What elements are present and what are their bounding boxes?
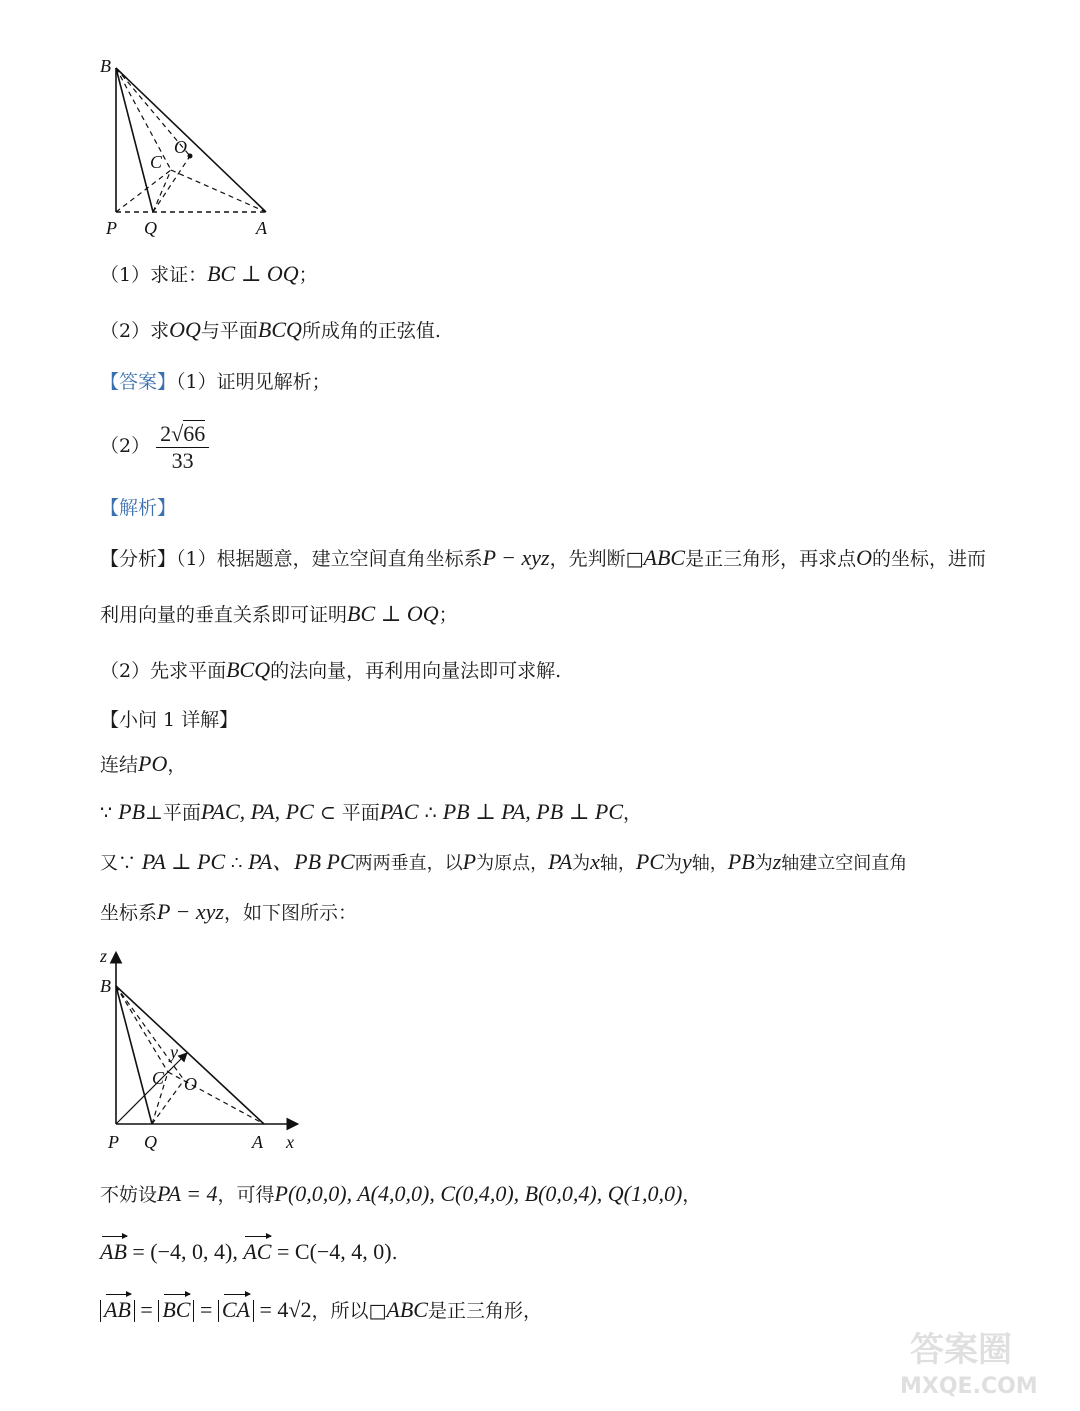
norm-ab: AB (104, 1297, 131, 1322)
norms-line: AB = BC = CA = 4√2，所以□ABC是正三角形， (100, 1296, 542, 1325)
answer-fraction: $\frac{2√66}{33}$ (156, 421, 209, 474)
watermark-text-en: MXQE.COM (900, 1374, 1038, 1399)
since-line-3: 坐标系P − xyz，如下图所示： (100, 899, 358, 924)
fig1-label-c: C (150, 152, 163, 172)
analysis-line-1: 【分析】（1）根据题意，建立空间直角坐标系P − xyz，先判断□ABC是正三角形，再求点O的坐标，进而 (100, 545, 987, 570)
answer-tag: 【答案】 (100, 371, 177, 393)
figure-tetrahedron-1 (98, 52, 288, 242)
fig1-label-a: A (256, 218, 267, 238)
since-line-2: 又∵ PA ⊥ PC ∴ PA、PB PC两两垂直，以P为原点，PA为x轴，PC为y轴，PB为z轴建立空间直角 (100, 849, 908, 874)
figure-coordinate-system (96, 944, 316, 1156)
answer-line-2: （2） $\frac{2√66}{33}$ (100, 418, 209, 474)
fig2-label-a: A (252, 1132, 263, 1152)
fig1-label-o: O (174, 137, 187, 157)
analysis-tag: 【解析】 (100, 497, 177, 519)
sub-question-1-tag: 【小问 1 详解】 (100, 709, 239, 731)
analysis-line-2: 利用向量的垂直关系即可证明BC ⊥ OQ； (100, 601, 458, 626)
vector-ab: AB (100, 1239, 127, 1264)
fig1-label-p: P (106, 218, 117, 238)
watermark-text-cn: 答案圈 (910, 1330, 1012, 1370)
analysis-line-3: （2）先求平面BCQ的法向量，再利用向量法即可求解. (100, 657, 562, 682)
fig1-label-q: Q (144, 218, 157, 238)
norm-ca: CA (221, 1297, 250, 1322)
fig2-label-z: z (100, 946, 108, 966)
fig2-label-b: B (100, 976, 111, 996)
watermark-logo (890, 1321, 1060, 1401)
connect-line: 连结PO， (100, 751, 187, 776)
since-line-1: ∵ PB⊥平面PAC, PA, PC ⊂ 平面PAC ∴ PB ⊥ PA, PB ⊥ PC， (100, 799, 643, 824)
fig1-label-b: B (100, 56, 111, 76)
question-1: （1）求证：BC ⊥ OQ； (100, 261, 318, 286)
fig2-label-o: O (184, 1074, 197, 1094)
question-2: （2）求OQ与平面BCQ所成角的正弦值. (100, 317, 441, 342)
fig2-label-q: Q (144, 1132, 157, 1152)
vector-ac: AC (243, 1239, 272, 1264)
fig2-label-p: P (108, 1132, 119, 1152)
coords-line: 不妨设PA = 4，可得P(0,0,0), A(4,0,0), C(0,4,0), B(0,0,4), Q(1,0,0)， (100, 1181, 702, 1206)
fig2-label-y: y (170, 1042, 178, 1062)
fig2-label-x: x (286, 1132, 294, 1152)
vectors-line: AB = (−4, 0, 4), AC = C(−4, 4, 0). (100, 1239, 398, 1264)
fig2-label-c: C (152, 1068, 165, 1088)
answer-line-1: 【答案】（1）证明见解析； (100, 371, 331, 393)
norm-bc: BC (162, 1297, 191, 1322)
